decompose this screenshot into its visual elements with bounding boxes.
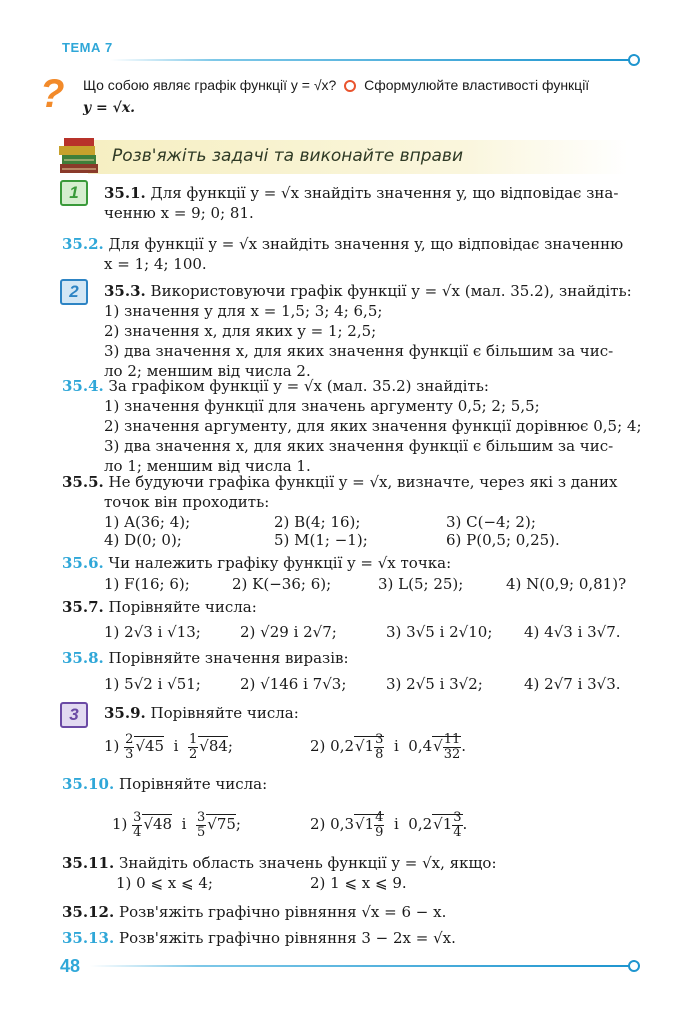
task-35-12 [62,902,642,922]
task-35-3 [104,281,644,381]
task-text: За графіком функції y = √x (мал. 35.2) знайдіть: [108,377,489,395]
banner-title: Розв'яжіть задачі та виконайте вправи [112,146,463,166]
task-option: 4) 4√3 і 3√7. [524,623,621,641]
task-text-cont: ченню x = 9; 0; 81. [104,204,254,222]
review-question [83,74,643,119]
ring-bullet-icon [344,80,356,92]
footer-rule-end-icon [628,960,640,972]
task-35-9-option-2: 2) 0,2√1 $\frac{3}{8}$ і 0,4√ $\frac{11}{32}$ . [310,731,467,762]
task-text: Порівняйте числа: [108,598,257,616]
task-option: 3) L(5; 25); [378,575,464,593]
level-3-icon: 3 [60,702,88,728]
books-icon [58,136,100,176]
task-option: 1) A(36; 4); [104,513,191,531]
task-item: 2) значення аргументу, для яких значення функції дорівнює 0,5; 4; [104,417,642,435]
task-35-10 [62,774,642,794]
task-text: Порівняйте числа: [118,775,268,793]
task-35-6 [62,553,642,573]
task-number: 35.2. [62,235,104,253]
task-option: 3) C(−4; 2); [446,513,536,531]
task-option: 6) P(0,5; 0,25). [446,531,560,549]
task-number: 35.7. [62,598,104,616]
task-number: 35.6. [62,554,104,572]
task-option: 2) 1 ⩽ x ⩽ 9. [310,874,407,892]
task-text: Для функції y = √x знайдіть значення y, що відповідає зна- [150,184,619,202]
task-35-2 [62,234,642,274]
task-option: 1) 2√3 і √13; [104,623,201,641]
task-number: 35.13. [62,929,115,947]
task-number: 35.8. [62,649,104,667]
task-35-13 [62,928,642,948]
task-option: 3) 2√5 і 3√2; [386,675,483,693]
task-item: 3) два значення x, для яких значення функції є більшим за чис- [104,342,614,360]
exercise-banner [88,140,628,174]
task-text: Не будуючи графіка функції y = √x, визначте, через які з даних [108,473,618,491]
question-3: y = √x. [83,100,136,116]
task-option: 1) 5√2 і √51; [104,675,201,693]
task-number: 35.10. [62,775,115,793]
task-option: 2) √29 і 2√7; [240,623,337,641]
question-2: Сформулюйте властивості функції [364,77,590,93]
page-number: 48 [60,956,81,976]
task-item: 2) значення x, для яких y = 1; 2,5; [104,322,377,340]
task-option: 1) 0 ⩽ x ⩽ 4; [116,874,213,892]
task-number: 35.4. [62,377,104,395]
task-35-1 [104,183,644,223]
task-item: ло 2; меншим від числа 2. [104,362,311,380]
task-35-4 [62,376,642,476]
task-text: Порівняйте числа: [150,704,299,722]
task-text: Чи належить графіку функції y = √x точка: [108,554,452,572]
level-1-icon: 1 [60,180,88,206]
task-option: 1) F(16; 6); [104,575,190,593]
task-35-11 [62,853,642,873]
task-item: 3) два значення x, для яких значення функції є більшим за чис- [104,437,614,455]
task-text: Знайдіть область значень функції y = √x, якщо: [118,854,497,872]
header-rule-end-icon [628,54,640,66]
question-mark-icon: ? [40,72,65,116]
task-option: 2) B(4; 16); [274,513,361,531]
task-option: 4) D(0; 0); [104,531,182,549]
task-item: 1) значення y для x = 1,5; 3; 4; 6,5; [104,302,383,320]
task-35-9-option-1: 1) $\frac{2}{3}$ √45 і $\frac{1}{2}$ √84; [104,731,233,762]
level-2-icon: 2 [60,279,88,305]
task-item: 1) значення функції для значень аргументу 0,5; 2; 5,5; [104,397,540,415]
task-option: 5) M(1; −1); [274,531,368,549]
task-item: ло 1; меншим від числа 1. [104,457,311,475]
footer-rule [90,965,630,967]
task-option: 3) 3√5 і 2√10; [386,623,493,641]
task-35-10-option-2: 2) 0,3√1 $\frac{4}{9}$ і 0,2√1 $\frac{3}{4}$ . [310,809,468,840]
task-option: 4) N(0,9; 0,81)? [506,575,627,593]
task-number: 35.5. [62,473,104,491]
task-text: Розв'яжіть графічно рівняння 3 − 2x = √x. [118,929,456,947]
task-text-cont: x = 1; 4; 100. [104,255,207,273]
header-rule [110,59,630,61]
task-35-10-option-1: 1) $\frac{3}{4}$ √48 і $\frac{3}{5}$ √75; [112,809,241,840]
task-option: 4) 2√7 і 3√3. [524,675,621,693]
task-number: 35.1. [104,184,146,202]
task-text-cont: точок він проходить: [104,493,270,511]
task-number: 35.11. [62,854,115,872]
task-number: 35.9. [104,704,146,722]
task-option: 2) √146 і 7√3; [240,675,347,693]
task-number: 35.3. [104,282,146,300]
task-35-9 [104,703,644,723]
task-number: 35.12. [62,903,115,921]
task-text: Для функції y = √x знайдіть значення y, що відповідає значенню [108,235,624,253]
topic-label: ТЕМА 7 [62,40,113,55]
task-35-5 [62,472,642,512]
task-35-7 [62,597,642,617]
task-option: 2) K(−36; 6); [232,575,332,593]
task-text: Порівняйте значення виразів: [108,649,349,667]
task-35-8 [62,648,642,668]
task-text: Використовуючи графік функції y = √x (мал. 35.2), знайдіть: [150,282,632,300]
task-text: Розв'яжіть графічно рівняння √x = 6 − x. [118,903,447,921]
question-1: Що собою являє графік функції y = √x? [83,77,337,93]
